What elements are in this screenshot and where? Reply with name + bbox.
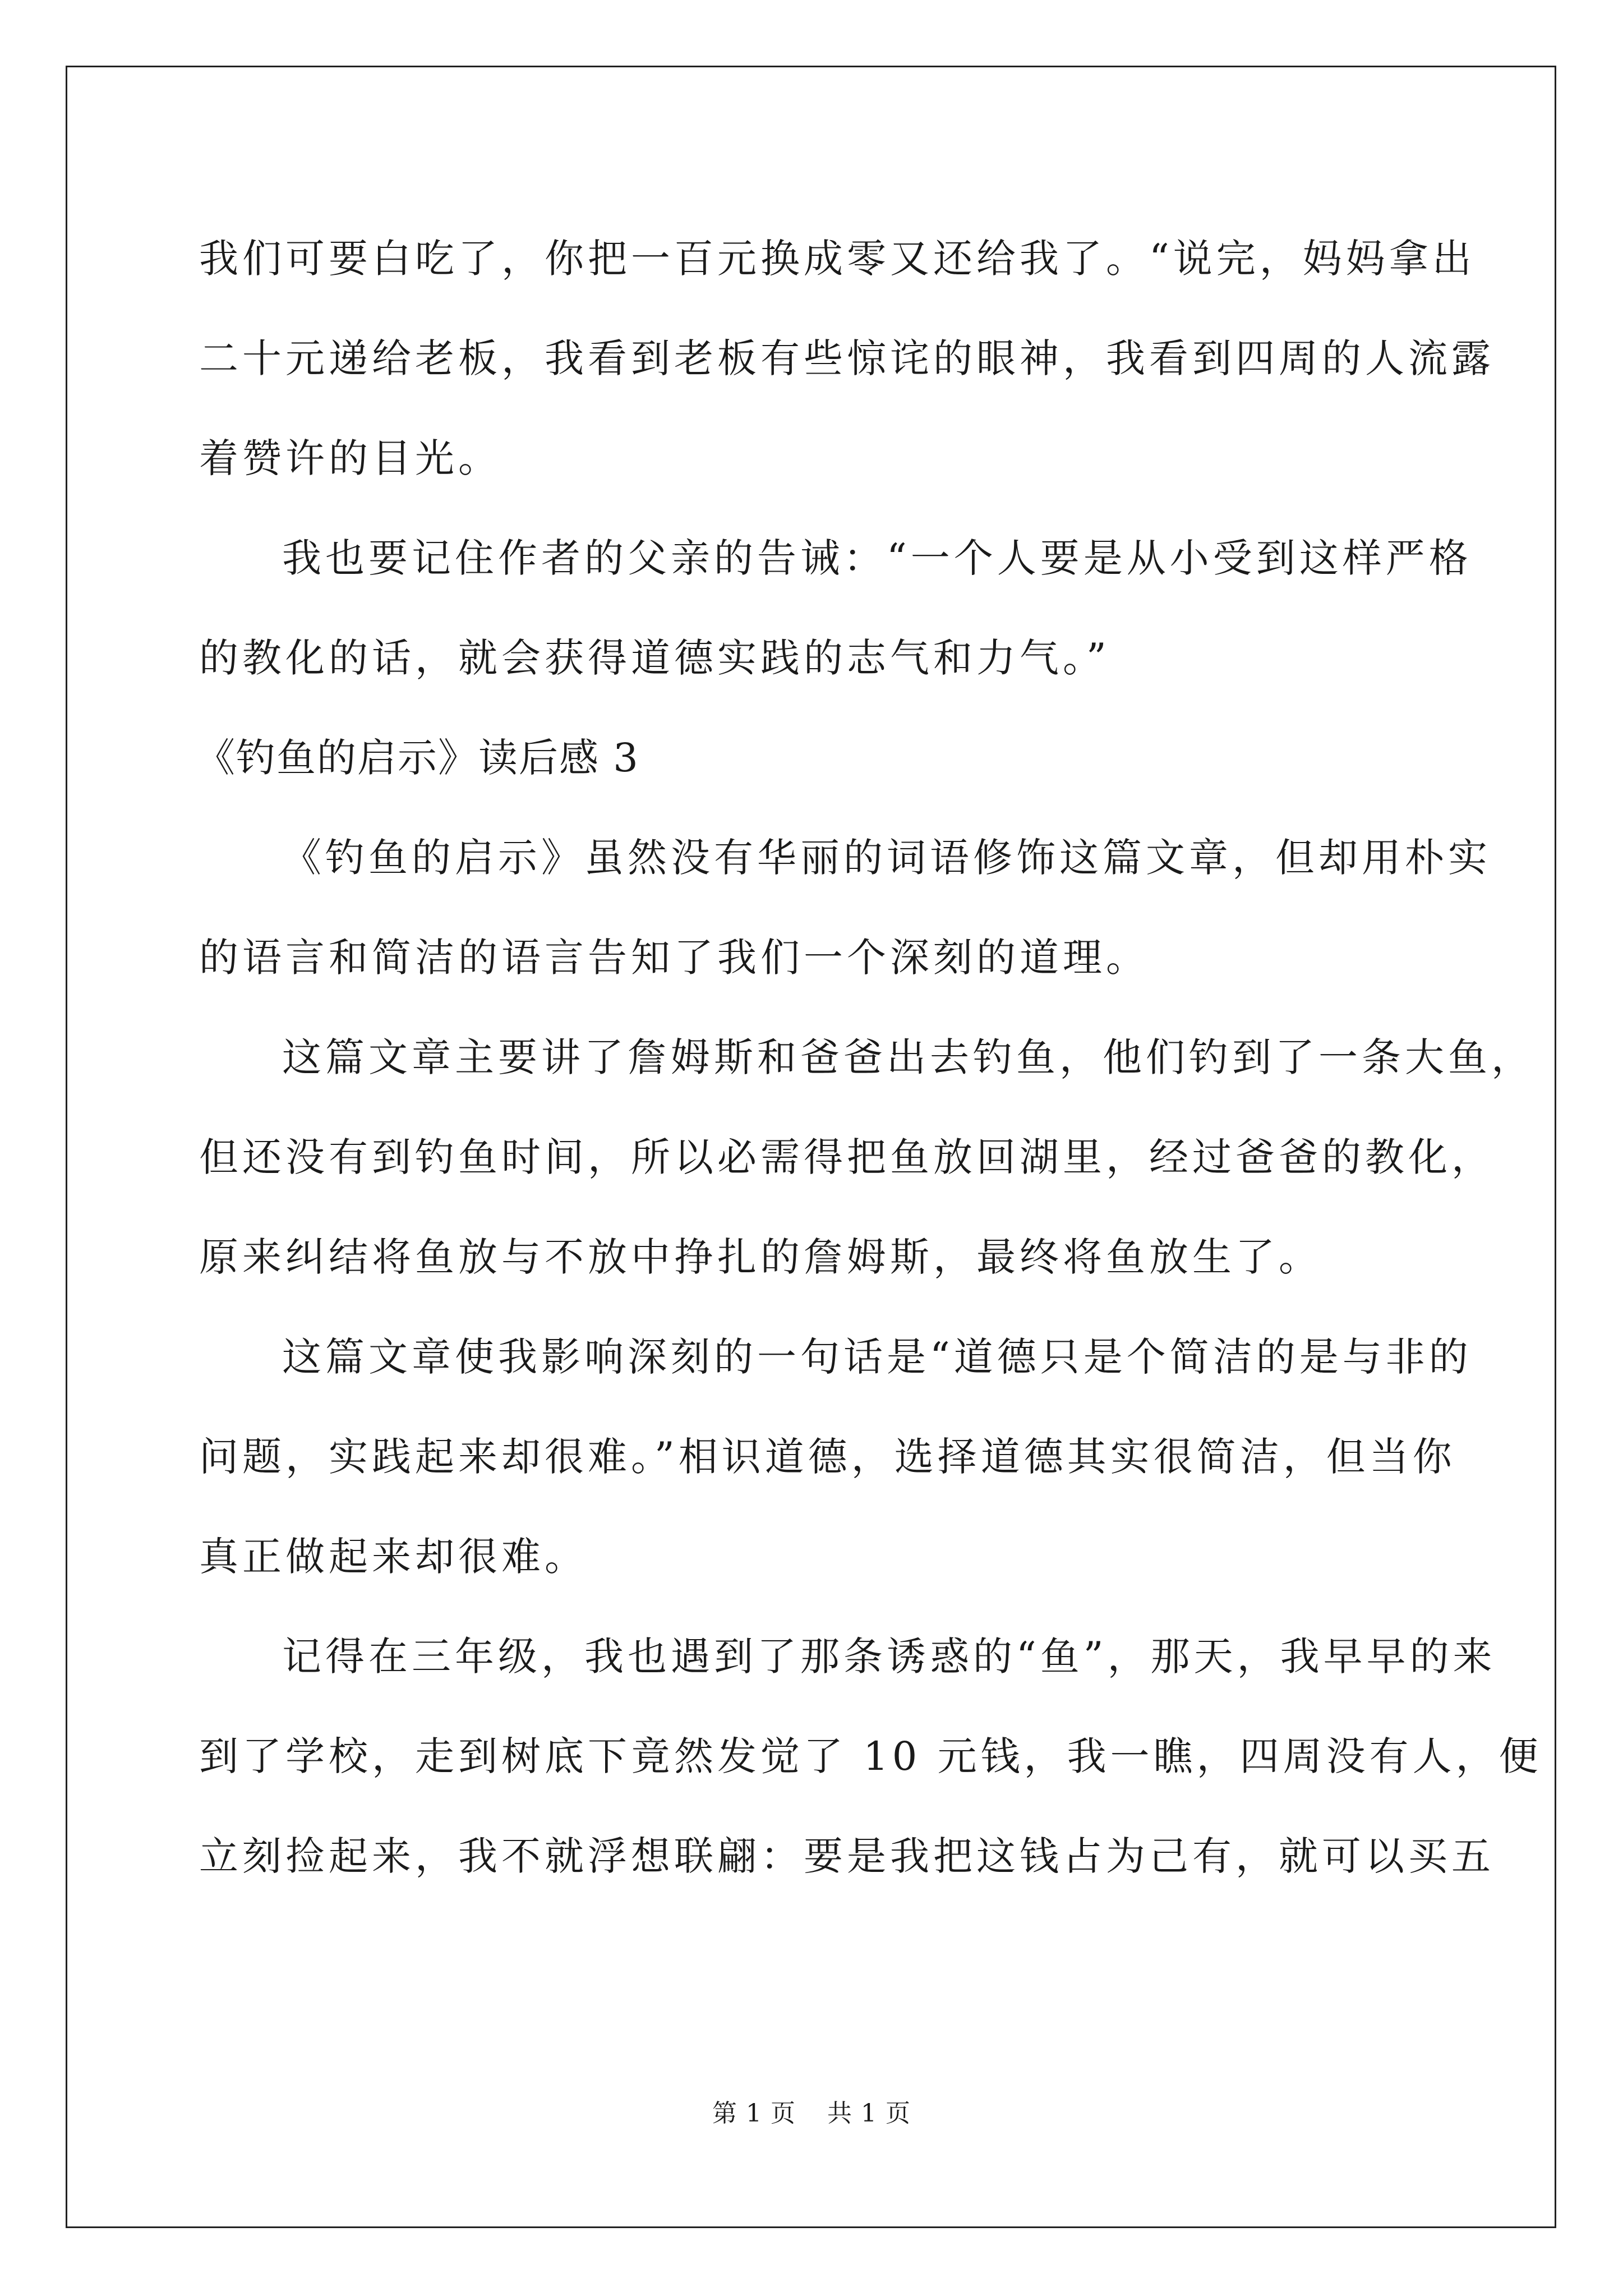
text-line: 立刻捡起来，我不就浮想联翩：要是我把这钱占为己有，就可以买五 <box>199 1833 1495 1879</box>
text-line: 但还没有到钓鱼时间，所以必需得把鱼放回湖里，经过爸爸的教化， <box>199 1134 1495 1180</box>
section-heading: 《钓鱼的启示》读后感 3 <box>196 735 639 781</box>
paragraph-start-line: 这篇文章使我影响深刻的一句话是“道德只是个简洁的是与非的 <box>282 1334 1472 1380</box>
document-body <box>196 209 1542 1906</box>
text-line: 的语言和简洁的语言告知了我们一个深刻的道理。 <box>199 935 1149 981</box>
text-line: 原来纠结将鱼放与不放中挣扎的詹姆斯，最终将鱼放生了。 <box>199 1234 1322 1280</box>
page-footer <box>0 2097 1623 2131</box>
page-number: 第 1 页 <box>712 2099 796 2128</box>
text-line: 到了学校，走到树底下竟然发觉了 10 元钱，我一瞧，四周没有人，便 <box>199 1733 1542 1779</box>
paragraph-start-line: 记得在三年级，我也遇到了那条诱惑的“鱼”，那天，我早早的来 <box>282 1634 1496 1680</box>
text-line: 二十元递给老板，我看到老板有些惊诧的眼神，我看到四周的人流露 <box>199 335 1495 381</box>
text-line: 我们可要白吃了，你把一百元换成零又还给我了。“说完，妈妈拿出 <box>199 236 1476 282</box>
paragraph-start-line: 我也要记住作者的父亲的告诫：“一个人要是从小受到这样严格 <box>282 535 1472 581</box>
text-line: 的教化的话，就会获得道德实践的志气和力气。” <box>199 635 1110 681</box>
paragraph-start-line: 这篇文章主要讲了詹姆斯和爸爸出去钓鱼，他们钓到了一条大鱼， <box>282 1034 1534 1080</box>
text-line: 问题，实践起来却很难。”相识道德，选择道德其实很简洁，但当你 <box>199 1434 1456 1480</box>
text-line: 着赞许的目光。 <box>199 435 501 481</box>
text-line: 真正做起来却很难。 <box>199 1534 588 1580</box>
page-total: 共 1 页 <box>827 2099 911 2128</box>
paragraph-start-line: 《钓鱼的启示》虽然没有华丽的词语修饰这篇文章，但却用朴实 <box>282 835 1491 881</box>
